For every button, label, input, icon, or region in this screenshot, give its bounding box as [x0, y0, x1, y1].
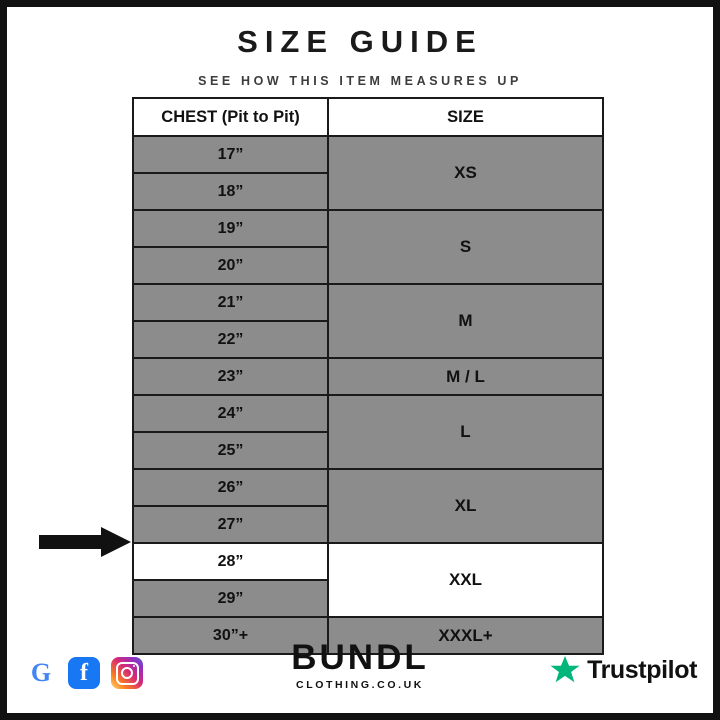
chest-value: 25” — [133, 432, 328, 469]
trustpilot-badge[interactable] — [550, 655, 697, 685]
trustpilot-label: Trustpilot — [587, 655, 697, 684]
column-header-chest: CHEST (Pit to Pit) — [133, 98, 328, 136]
chest-value: 17” — [133, 136, 328, 173]
size-value: M / L — [328, 358, 603, 395]
page-title: SIZE GUIDE — [237, 24, 483, 59]
footer — [7, 635, 713, 697]
size-value: M — [328, 284, 603, 358]
brand-logo — [291, 640, 428, 691]
chest-value: 30”+ — [133, 617, 328, 654]
brand-name: BUNDL — [291, 638, 429, 677]
table-row — [133, 284, 603, 321]
selected-size-arrow-icon — [39, 525, 131, 559]
size-value: L — [328, 395, 603, 469]
instagram-icon[interactable] — [111, 657, 143, 689]
facebook-glyph: f — [80, 659, 88, 686]
size-value-selected: XXL — [328, 543, 603, 617]
instagram-frame — [116, 662, 139, 685]
brand-domain: CLOTHING.CO.UK — [296, 679, 424, 691]
chest-value: 21” — [133, 284, 328, 321]
instagram-dot — [133, 665, 136, 668]
chest-value: 24” — [133, 395, 328, 432]
table-row-highlighted — [133, 543, 603, 580]
table-row — [133, 136, 603, 173]
table-row — [133, 395, 603, 432]
size-value: XXXL+ — [328, 617, 603, 654]
chest-value: 20” — [133, 247, 328, 284]
google-icon[interactable] — [25, 657, 57, 689]
page-subtitle: SEE HOW THIS ITEM MEASURES UP — [198, 74, 522, 88]
table-row — [133, 469, 603, 506]
facebook-icon[interactable] — [68, 657, 100, 689]
chest-value-selected: 28” — [133, 543, 328, 580]
google-glyph: G — [30, 658, 52, 687]
chest-value: 29” — [133, 580, 328, 617]
size-value: XS — [328, 136, 603, 210]
card-inner — [7, 7, 713, 713]
table-row — [133, 210, 603, 247]
size-value: S — [328, 210, 603, 284]
column-header-size: SIZE — [328, 98, 603, 136]
table-row — [133, 358, 603, 395]
chest-value: 18” — [133, 173, 328, 210]
chest-value: 19” — [133, 210, 328, 247]
trustpilot-star-icon — [550, 655, 580, 685]
table-header-row — [133, 98, 603, 136]
chest-value: 23” — [133, 358, 328, 395]
chest-value: 22” — [133, 321, 328, 358]
chest-value: 27” — [133, 506, 328, 543]
size-table-wrapper — [132, 97, 602, 655]
instagram-lens — [121, 667, 133, 679]
chest-value: 26” — [133, 469, 328, 506]
size-value: XL — [328, 469, 603, 543]
social-links — [25, 657, 143, 689]
size-table — [132, 97, 604, 655]
